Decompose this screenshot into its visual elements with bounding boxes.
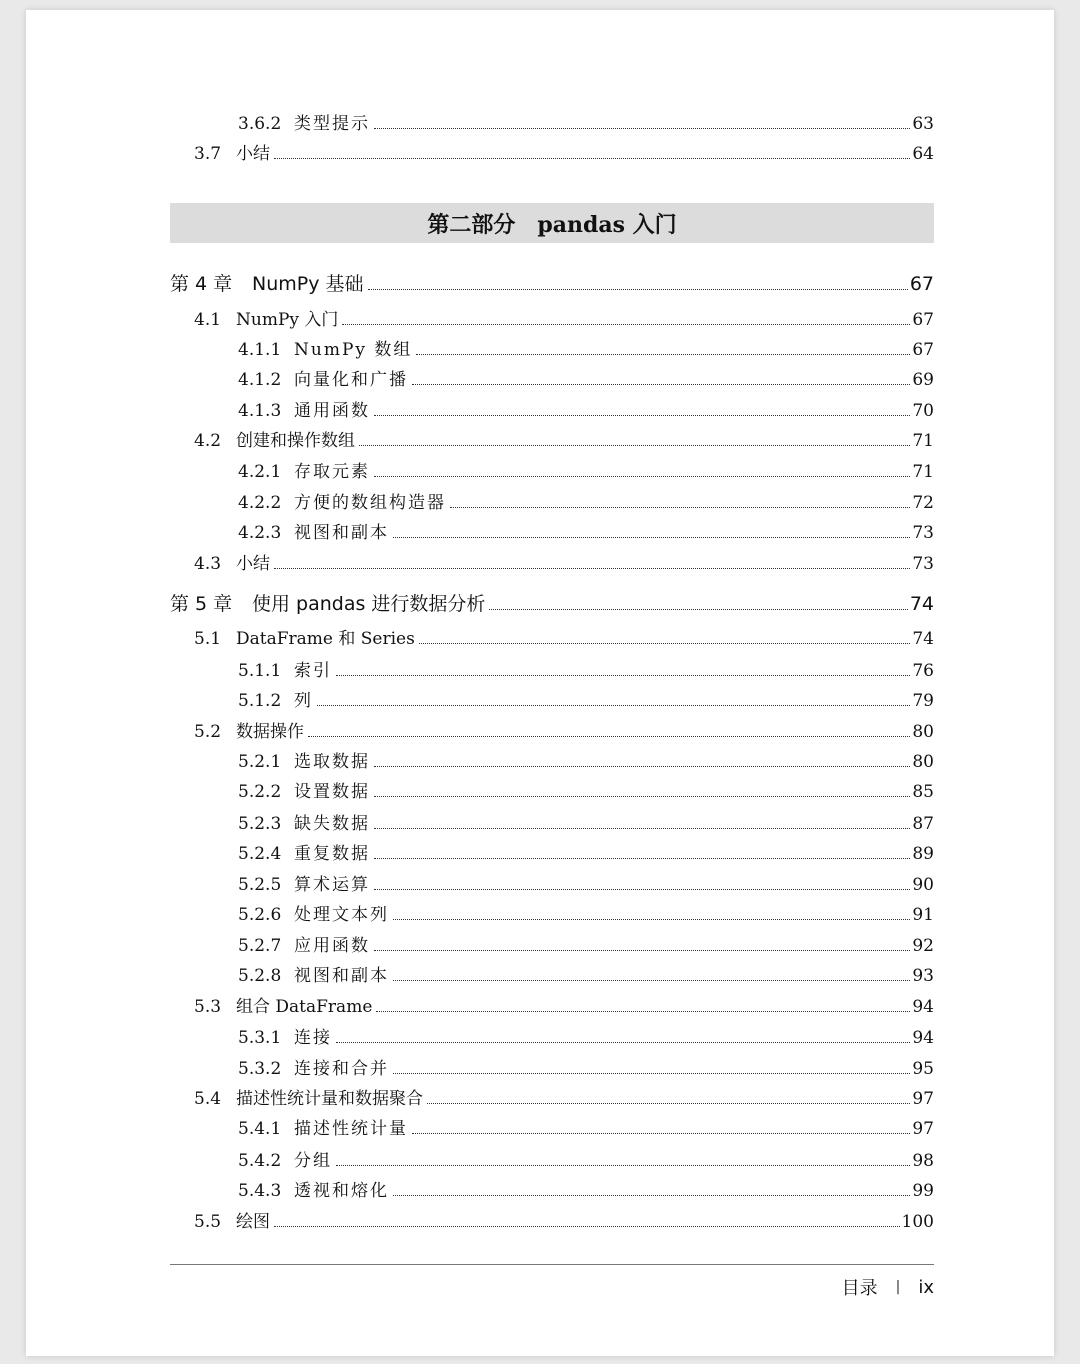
toc-entry-title: 小结 bbox=[236, 554, 270, 574]
toc-entry-section bbox=[194, 309, 934, 331]
toc-entry-title: 设置数据 bbox=[294, 782, 370, 802]
dot-leader bbox=[274, 568, 910, 569]
toc-entry-sub bbox=[238, 813, 934, 835]
toc-entry-number: 4.2.3 bbox=[238, 523, 282, 543]
toc-entry-number: 5.2.7 bbox=[238, 936, 282, 956]
toc-entry-number: 3.7 bbox=[194, 144, 222, 164]
toc-entry-title: 数据操作 bbox=[236, 722, 304, 742]
dot-leader bbox=[374, 828, 910, 829]
dot-leader bbox=[374, 796, 910, 797]
toc-entry-page-number: 67 bbox=[912, 310, 934, 330]
toc-entry-title: 缺失数据 bbox=[294, 814, 370, 834]
toc-entry-sub bbox=[238, 461, 934, 483]
toc-entry-sub bbox=[238, 1180, 934, 1202]
toc-entry-sub bbox=[238, 935, 934, 957]
toc-entry-page-number: 67 bbox=[909, 273, 934, 295]
toc-entry-sub bbox=[238, 843, 934, 865]
toc-entry-page-number: 74 bbox=[912, 629, 934, 649]
footer-label: 目录 bbox=[841, 1278, 878, 1299]
toc-entry-number: 5.4 bbox=[194, 1089, 222, 1109]
toc-entry-page-number: 71 bbox=[912, 462, 934, 482]
toc-entry-title: 存取元素 bbox=[294, 462, 370, 482]
toc-entry-page-number: 95 bbox=[912, 1059, 934, 1079]
toc-entry-page-number: 89 bbox=[912, 844, 934, 864]
toc-entry-page-number: 70 bbox=[912, 401, 934, 421]
toc-entry-sub bbox=[238, 113, 934, 135]
toc-entry-title: 绘图 bbox=[236, 1212, 270, 1232]
toc-entry-sub bbox=[238, 1118, 934, 1140]
toc-entry-title: 应用函数 bbox=[294, 936, 370, 956]
toc-entry-page-number: 100 bbox=[901, 1212, 934, 1232]
toc-entry-number: 5.4.3 bbox=[238, 1181, 282, 1201]
toc-entry-section bbox=[194, 430, 934, 452]
toc-entry-number: 5.2.3 bbox=[238, 814, 282, 834]
toc-entry-title: 使用 pandas 进行数据分析 bbox=[252, 593, 486, 615]
dot-leader bbox=[376, 1011, 910, 1012]
dot-leader bbox=[393, 537, 910, 538]
toc-entry-section bbox=[194, 143, 934, 165]
dot-leader bbox=[374, 415, 910, 416]
dot-leader bbox=[336, 675, 910, 676]
part-banner bbox=[170, 203, 934, 243]
toc-entry-title: 组合 DataFrame bbox=[236, 997, 373, 1017]
dot-leader bbox=[374, 858, 910, 859]
toc-entry-page-number: 67 bbox=[912, 340, 934, 360]
dot-leader bbox=[336, 1165, 910, 1166]
toc-entry-number: 5.2.4 bbox=[238, 844, 282, 864]
toc-entry-section bbox=[194, 1211, 934, 1233]
footer-page-number: ix bbox=[918, 1276, 934, 1298]
dot-leader bbox=[412, 384, 910, 385]
toc-entry-page-number: 98 bbox=[912, 1151, 934, 1171]
dot-leader bbox=[374, 476, 910, 477]
dot-leader bbox=[374, 128, 910, 129]
toc-entry-page-number: 73 bbox=[912, 523, 934, 543]
toc-entry-number: 5.3.2 bbox=[238, 1059, 282, 1079]
toc-entry-page-number: 64 bbox=[912, 144, 934, 164]
toc-entry-number: 5.4.2 bbox=[238, 1151, 282, 1171]
toc-entry-number: 5.2.2 bbox=[238, 782, 282, 802]
toc-entry-sub bbox=[238, 1150, 934, 1172]
dot-leader bbox=[393, 1073, 910, 1074]
toc-entry-number: 5.1 bbox=[194, 629, 222, 649]
toc-entry-title: 小结 bbox=[236, 144, 270, 164]
toc-entry-title: 连接和合并 bbox=[294, 1059, 389, 1079]
toc-entry-title: 视图和副本 bbox=[294, 966, 389, 986]
toc-entry-page-number: 90 bbox=[912, 875, 934, 895]
toc-entry-title: 选取数据 bbox=[294, 752, 370, 772]
toc-entry-page-number: 73 bbox=[912, 554, 934, 574]
toc-entry-page-number: 69 bbox=[912, 370, 934, 390]
toc-entry-page-number: 99 bbox=[912, 1181, 934, 1201]
toc-entry-number: 5.2.5 bbox=[238, 875, 282, 895]
toc-entry-number: 5.2.1 bbox=[238, 752, 282, 772]
toc-entry-number: 5.2 bbox=[194, 722, 222, 742]
footer-rule bbox=[170, 1264, 934, 1265]
toc-entry-sub bbox=[238, 690, 934, 712]
toc-entry-chapter bbox=[170, 273, 934, 295]
toc-entry-chapter bbox=[170, 593, 934, 615]
toc-entry-page-number: 72 bbox=[912, 493, 934, 513]
footer-separator: | bbox=[895, 1279, 901, 1295]
dot-leader bbox=[317, 705, 910, 706]
toc-entry-number: 4.1 bbox=[194, 310, 222, 330]
toc-entry-number: 4.1.3 bbox=[238, 401, 282, 421]
toc-entry-section bbox=[194, 996, 934, 1018]
toc-entry-sub bbox=[238, 965, 934, 987]
toc-entry-number: 5.2.6 bbox=[238, 905, 282, 925]
toc-entry-sub bbox=[238, 781, 934, 803]
toc-entry-title: 方便的数组构造器 bbox=[294, 493, 446, 513]
toc-entry-title: 重复数据 bbox=[294, 844, 370, 864]
toc-entry-page-number: 94 bbox=[912, 997, 934, 1017]
toc-entry-number: 4.2.2 bbox=[238, 493, 282, 513]
toc-entry-sub bbox=[238, 522, 934, 544]
dot-leader bbox=[374, 950, 910, 951]
toc-entry-section bbox=[194, 628, 934, 650]
toc-entry-section bbox=[194, 553, 934, 575]
toc-entry-sub bbox=[238, 904, 934, 926]
toc-entry-title: 列 bbox=[294, 691, 313, 711]
toc-entry-number: 4.2.1 bbox=[238, 462, 282, 482]
toc-entry-page-number: 63 bbox=[912, 114, 934, 134]
toc-entry-sub bbox=[238, 339, 934, 361]
toc-entry-sub bbox=[238, 660, 934, 682]
toc-entry-title: 类型提示 bbox=[294, 114, 370, 134]
toc-entry-number: 5.3.1 bbox=[238, 1028, 282, 1048]
dot-leader bbox=[308, 736, 910, 737]
toc-entry-title: 处理文本列 bbox=[294, 905, 389, 925]
toc-entry-page-number: 76 bbox=[912, 661, 934, 681]
toc-entry-page-number: 80 bbox=[912, 722, 934, 742]
toc-entry-page-number: 79 bbox=[912, 691, 934, 711]
toc-entry-number: 5.3 bbox=[194, 997, 222, 1017]
dot-leader bbox=[412, 1133, 910, 1134]
toc-entry-sub bbox=[238, 874, 934, 896]
dot-leader bbox=[274, 1226, 900, 1227]
toc-entry-title: 索引 bbox=[294, 661, 332, 681]
toc-entry-number: 4.1.1 bbox=[238, 340, 282, 360]
toc-entry-page-number: 80 bbox=[912, 752, 934, 772]
dot-leader bbox=[342, 324, 910, 325]
toc-entry-title: NumPy 入门 bbox=[236, 310, 339, 330]
toc-entry-title: 分组 bbox=[294, 1151, 332, 1171]
toc-entry-page-number: 71 bbox=[912, 431, 934, 451]
toc-entry-page-number: 74 bbox=[909, 593, 934, 615]
dot-leader bbox=[374, 889, 910, 890]
toc-entry-sub bbox=[238, 1058, 934, 1080]
dot-leader bbox=[393, 980, 910, 981]
toc-entry-number: 5.2.8 bbox=[238, 966, 282, 986]
dot-leader bbox=[489, 609, 907, 610]
toc-entry-title: 透视和熔化 bbox=[294, 1181, 389, 1201]
toc-entry-number: 4.1.2 bbox=[238, 370, 282, 390]
toc-entry-number: 5.1.1 bbox=[238, 661, 282, 681]
toc-entry-number: 5.4.1 bbox=[238, 1119, 282, 1139]
toc-entry-page-number: 92 bbox=[912, 936, 934, 956]
toc-entry-page-number: 97 bbox=[912, 1089, 934, 1109]
toc-entry-title: 描述性统计量和数据聚合 bbox=[236, 1089, 423, 1109]
toc-entry-sub bbox=[238, 400, 934, 422]
toc-entry-title: 连接 bbox=[294, 1028, 332, 1048]
toc-entry-number: 5.5 bbox=[194, 1212, 222, 1232]
toc-entry-title: 通用函数 bbox=[294, 401, 370, 421]
dot-leader bbox=[359, 445, 910, 446]
dot-leader bbox=[427, 1103, 910, 1104]
book-page bbox=[26, 10, 1054, 1356]
toc-entry-title: DataFrame 和 Series bbox=[236, 629, 415, 649]
part-banner-title: 第二部分 pandas 入门 bbox=[427, 211, 677, 238]
toc-entry-title: 视图和副本 bbox=[294, 523, 389, 543]
dot-leader bbox=[368, 289, 908, 290]
toc-entry-page-number: 87 bbox=[912, 814, 934, 834]
toc-entry-title: 描述性统计量 bbox=[294, 1119, 408, 1139]
toc-entry-title: 向量化和广播 bbox=[294, 370, 408, 390]
toc-entry-page-number: 93 bbox=[912, 966, 934, 986]
toc-entry-sub bbox=[238, 1027, 934, 1049]
toc-entry-number: 4.2 bbox=[194, 431, 222, 451]
dot-leader bbox=[274, 158, 910, 159]
toc-entry-page-number: 85 bbox=[912, 782, 934, 802]
toc-entry-title: NumPy 数组 bbox=[294, 340, 413, 360]
toc-entry-sub bbox=[238, 369, 934, 391]
dot-leader bbox=[336, 1042, 910, 1043]
dot-leader bbox=[374, 766, 910, 767]
toc-entry-title: 算术运算 bbox=[294, 875, 370, 895]
toc-entry-title: NumPy 基础 bbox=[252, 273, 364, 295]
toc-entry-sub bbox=[238, 751, 934, 773]
toc-entry-section bbox=[194, 1088, 934, 1110]
dot-leader bbox=[393, 919, 910, 920]
toc-entry-sub bbox=[238, 492, 934, 514]
toc-entry-number: 4.3 bbox=[194, 554, 222, 574]
page-footer bbox=[842, 1274, 934, 1300]
toc-entry-number: 第 4 章 bbox=[170, 273, 233, 295]
toc-entry-number: 5.1.2 bbox=[238, 691, 282, 711]
toc-entry-page-number: 97 bbox=[912, 1119, 934, 1139]
toc-entry-page-number: 94 bbox=[912, 1028, 934, 1048]
toc-entry-section bbox=[194, 721, 934, 743]
dot-leader bbox=[393, 1195, 910, 1196]
dot-leader bbox=[416, 354, 910, 355]
toc-entry-number: 第 5 章 bbox=[170, 593, 233, 615]
toc-entry-number: 3.6.2 bbox=[238, 114, 282, 134]
dot-leader bbox=[450, 507, 910, 508]
dot-leader bbox=[419, 643, 911, 644]
toc-entry-title: 创建和操作数组 bbox=[236, 431, 355, 451]
toc-entry-page-number: 91 bbox=[912, 905, 934, 925]
